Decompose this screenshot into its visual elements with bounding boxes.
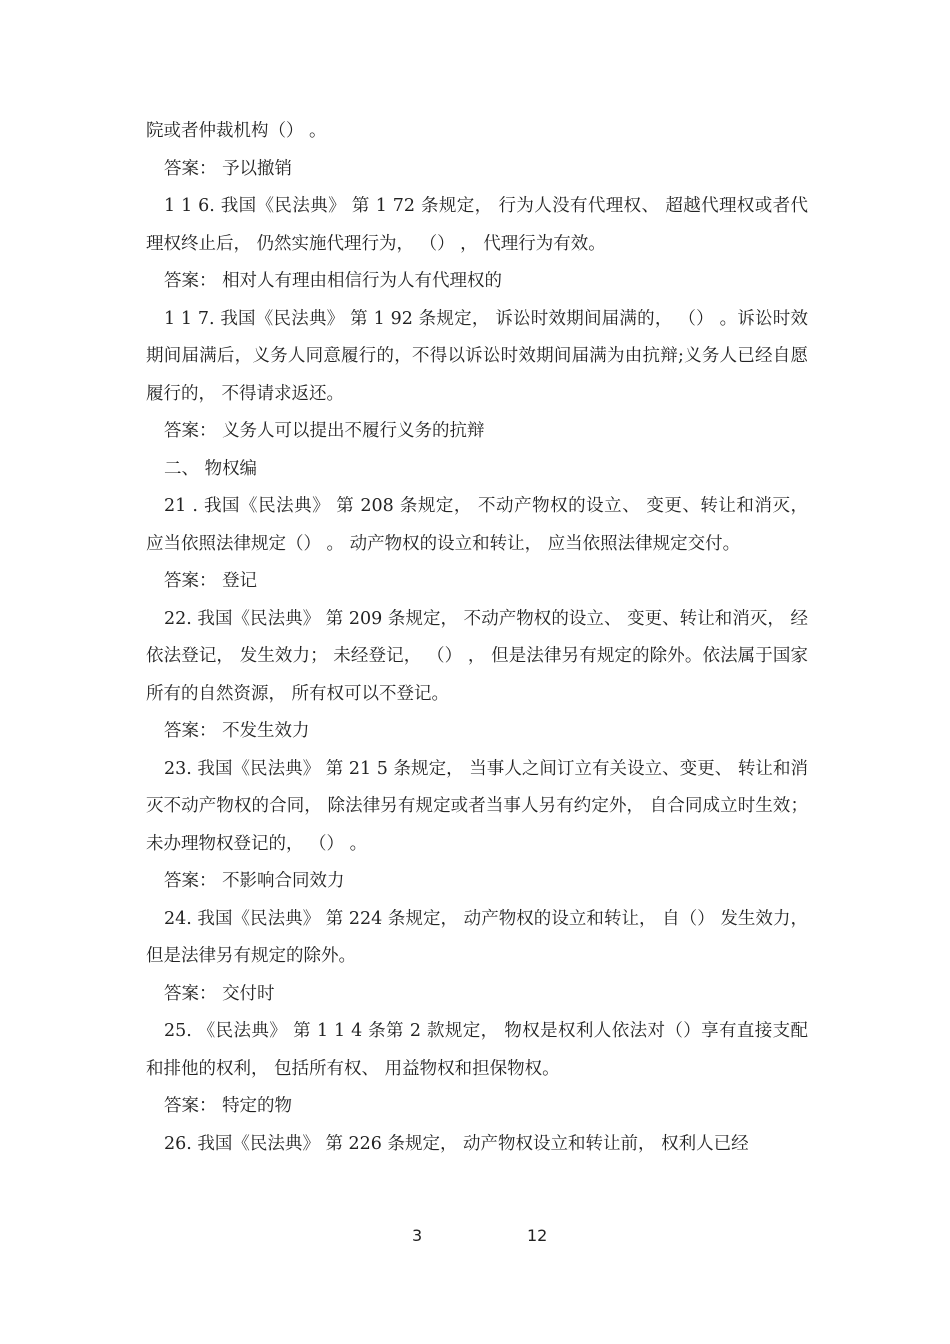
answer-22: 答案： 不发生效力	[164, 721, 310, 741]
question-22: 22. 我国《民法典》 第 209 条规定， 不动产物权的设立、 变更、转让和消灭， 经依法登记， 发生效力； 未经登记， （） ， 但是法律另有规定的除外。依法属于国家所有的自然资源， 所有权可以不登记。	[146, 608, 808, 704]
answer-117: 答案： 义务人可以提出不履行义务的抗辩	[164, 421, 485, 441]
question-117: 1 1 7. 我国《民法典》 第 1 92 条规定， 诉讼时效期间届满的， （） 。诉讼时效期间届满后，义务人同意履行的，不得以诉讼时效期间届满为由抗辩;义务人已经自愿履行的， 不得请求返还。	[146, 308, 808, 404]
paragraph-continuation: 院或者仲裁机构（） 。	[146, 121, 327, 141]
question-23: 23. 我国《民法典》 第 21 5 条规定， 当事人之间订立有关设立、变更、 转让和消灭不动产物权的合同， 除法律另有规定或者当事人另有约定外， 自合同成立时生效； 未办理物权登记的， （） 。	[146, 758, 808, 854]
answer-115: 答案： 予以撤销	[164, 158, 293, 179]
question-116: 1 1 6. 我国《民法典》 第 1 72 条规定， 行为人没有代理权、 超越代理权或者代理权终止后， 仍然实施代理行为， （） ， 代理行为有效。	[146, 196, 808, 254]
question-24: 24. 我国《民法典》 第 224 条规定， 动产物权的设立和转让， 自（） 发生效力， 但是法律另有规定的除外。	[146, 908, 808, 966]
question-25: 25. 《民法典》 第 1 1 4 条第 2 款规定， 物权是权利人依法对（）享有直接支配和排他的权利， 包括所有权、 用益物权和担保物权。	[146, 1021, 808, 1079]
question-26: 26. 我国《民法典》 第 226 条规定， 动产物权设立和转让前， 权利人已经	[164, 1133, 749, 1154]
answer-23: 答案： 不影响合同效力	[164, 871, 345, 891]
page-footer	[0, 1226, 950, 1250]
answer-21: 答案： 登记	[164, 571, 258, 591]
section-heading-property: 二、 物权编	[164, 458, 258, 479]
answer-24: 答案： 交付时	[164, 983, 275, 1004]
page-number: 3	[412, 1226, 423, 1245]
document-body	[146, 113, 808, 1163]
total-pages: 12	[527, 1226, 548, 1245]
answer-116: 答案： 相对人有理由相信行为人有代理权的	[164, 271, 503, 291]
answer-25: 答案： 特定的物	[164, 1096, 293, 1116]
question-21: 21 . 我国《民法典》 第 208 条规定， 不动产物权的设立、 变更、转让和消灭， 应当依照法律规定（） 。 动产物权的设立和转让， 应当依照法律规定交付。	[146, 496, 808, 554]
